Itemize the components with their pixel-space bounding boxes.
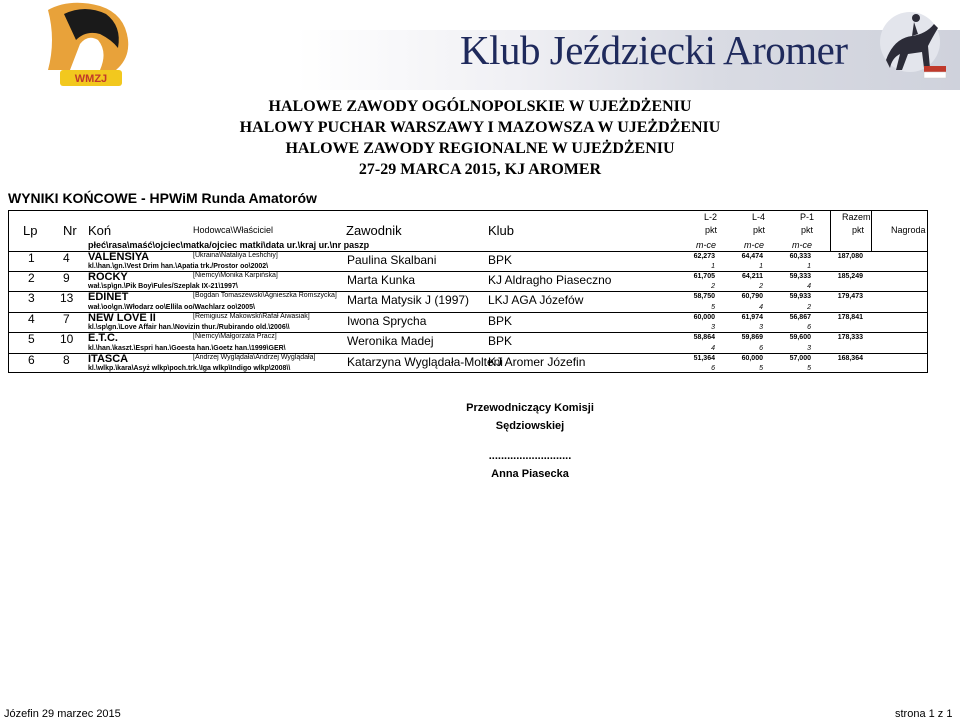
cell-total: 168,364 bbox=[837, 355, 863, 362]
cell-horse-details: wał.\oo\gn.\Włodarz oo\Ellila oo/Wachlarz oo\2005\ bbox=[88, 304, 255, 311]
header-total: Razem bbox=[842, 212, 871, 222]
cell-horse-details: kl.\sp\gn.\Love Affair han.\Novizin thur./Rubirando old.\2006\\ bbox=[88, 324, 290, 331]
cell-breeder-owner: [Ukraina\Nataliya Leshchiy] bbox=[193, 252, 278, 259]
cell-horse: VALENSIYA bbox=[88, 251, 150, 263]
event-title-2: HALOWY PUCHAR WARSZAWY I MAZOWSZA W UJEŻDŻENIU bbox=[239, 119, 721, 136]
dressage-rider-logo bbox=[872, 2, 952, 86]
cell-lp: 4 bbox=[28, 312, 35, 326]
cell-place-l2: 5 bbox=[711, 304, 715, 311]
cell-place-l2: 1 bbox=[711, 263, 715, 270]
cell-nr: 10 bbox=[60, 332, 74, 346]
cell-score-l4: 61,974 bbox=[741, 314, 763, 321]
header-pkt: pkt bbox=[753, 225, 766, 235]
header-nr: Nr bbox=[63, 223, 77, 238]
cell-total: 178,841 bbox=[837, 314, 863, 321]
cell-club: LKJ AGA Józefów bbox=[488, 293, 584, 307]
cell-place-l4: 4 bbox=[759, 304, 763, 311]
cell-place-p1: 1 bbox=[807, 263, 811, 270]
cell-score-p1: 57,000 bbox=[789, 355, 811, 362]
cell-lp: 1 bbox=[28, 251, 35, 265]
cell-nr: 4 bbox=[63, 251, 70, 265]
cell-total: 178,333 bbox=[837, 334, 863, 341]
header-pkt: pkt bbox=[705, 225, 718, 235]
cell-lp: 2 bbox=[28, 271, 35, 285]
cell-place-l4: 3 bbox=[759, 324, 763, 331]
cell-place-l4: 5 bbox=[759, 365, 763, 372]
cell-horse: EDINET bbox=[88, 291, 129, 303]
event-date-title: 27-29 MARCA 2015, KJ AROMER bbox=[358, 161, 602, 178]
cell-place-l2: 6 bbox=[711, 365, 715, 372]
cell-lp: 5 bbox=[28, 332, 35, 346]
header-place: m-ce bbox=[792, 240, 812, 250]
table-divider bbox=[871, 210, 872, 251]
cell-score-p1: 59,333 bbox=[789, 273, 811, 280]
table-divider bbox=[8, 291, 928, 292]
cell-club: BPK bbox=[488, 253, 513, 267]
cell-place-p1: 6 bbox=[807, 324, 811, 331]
cell-breeder-owner: [Bogdan Tomaszewski\Agnieszka Romszycka] bbox=[193, 292, 337, 299]
cell-rider: Marta Kunka bbox=[347, 273, 416, 287]
cell-score-l2: 60,000 bbox=[693, 314, 715, 321]
footer-place-date: Józefin 29 marzec 2015 bbox=[4, 708, 121, 720]
cell-score-l4: 60,790 bbox=[741, 293, 763, 300]
cell-nr: 9 bbox=[63, 271, 70, 285]
header-horse-details: płeć\rasa\maść\ojciec\matka/ojciec matki\data ur.\kraj ur.\nr paszp bbox=[88, 240, 370, 250]
cell-score-p1: 56,867 bbox=[789, 314, 811, 321]
cell-horse: ROCKY bbox=[88, 271, 128, 283]
cell-horse-details: kl.\wlkp.\kara\Asyż wlkp\poch.trk.\Iga wlkp\Indigo wlkp\2008\\ bbox=[88, 365, 291, 372]
cell-score-p1: 60,333 bbox=[789, 253, 811, 260]
header-judge-p1: P-1 bbox=[800, 212, 815, 222]
footer-page-number: strona 1 z 1 bbox=[895, 708, 953, 720]
cell-rider: Paulina Skalbani bbox=[347, 253, 437, 267]
svg-text:WMZJ: WMZJ bbox=[74, 73, 108, 85]
header-rider: Zawodnik bbox=[346, 223, 402, 238]
cell-score-l2: 62,273 bbox=[693, 253, 715, 260]
cell-score-l4: 64,211 bbox=[741, 273, 763, 280]
header-pkt: pkt bbox=[801, 225, 814, 235]
cell-place-p1: 3 bbox=[807, 345, 811, 352]
cell-rider: Katarzyna Wyglądała-Molteni bbox=[347, 355, 503, 369]
header-judge-l4: L-4 bbox=[752, 212, 766, 222]
table-divider bbox=[8, 271, 928, 272]
cell-club: BPK bbox=[488, 334, 513, 348]
cell-score-l4: 59,869 bbox=[741, 334, 763, 341]
cell-score-l2: 61,705 bbox=[693, 273, 715, 280]
cell-club: BPK bbox=[488, 314, 513, 328]
header-breeder-owner: Hodowca\Właściciel bbox=[193, 225, 274, 235]
table-divider bbox=[830, 210, 831, 251]
header-judge-l2: L-2 bbox=[704, 212, 718, 222]
cell-horse: E.T.C. bbox=[88, 332, 118, 344]
cell-nr: 13 bbox=[60, 291, 74, 305]
signature-title-2: Sędziowskiej bbox=[495, 420, 565, 432]
signature-dots: ........................... bbox=[488, 450, 572, 462]
cell-score-l4: 60,000 bbox=[741, 355, 763, 362]
cell-rider: Weronika Madej bbox=[347, 334, 434, 348]
cell-score-l2: 58,864 bbox=[693, 334, 715, 341]
header-club: Klub bbox=[488, 223, 515, 238]
header-place: m-ce bbox=[696, 240, 716, 250]
cell-score-p1: 59,600 bbox=[789, 334, 811, 341]
signature-block bbox=[440, 402, 620, 486]
cell-lp: 6 bbox=[28, 353, 35, 367]
cell-rider: Iwona Sprycha bbox=[347, 314, 427, 328]
cell-place-l2: 2 bbox=[711, 283, 715, 290]
header-place: m-ce bbox=[744, 240, 764, 250]
cell-total: 187,080 bbox=[837, 253, 863, 260]
header-lp: Lp bbox=[23, 223, 38, 238]
cell-place-l2: 3 bbox=[711, 324, 715, 331]
cell-club: KJ Aromer Józefin bbox=[488, 355, 586, 369]
cell-lp: 3 bbox=[28, 291, 35, 305]
cell-nr: 7 bbox=[63, 312, 70, 326]
cell-score-l2: 58,750 bbox=[693, 293, 715, 300]
cell-total: 185,249 bbox=[837, 273, 863, 280]
header-horse: Koń bbox=[88, 223, 112, 238]
signature-title-1: Przewodniczący Komisji bbox=[466, 402, 594, 414]
cell-place-p1: 5 bbox=[807, 365, 811, 372]
cell-place-p1: 2 bbox=[807, 304, 811, 311]
cell-place-l4: 1 bbox=[759, 263, 763, 270]
cell-horse: NEW LOVE II bbox=[88, 312, 156, 324]
header-prize: Nagroda bbox=[891, 225, 926, 235]
table-divider bbox=[8, 332, 928, 333]
cell-horse-details: kl.\han.\gn.\Vest Drim han.\Apatia trk./Prostor oo\2002\ bbox=[88, 263, 269, 270]
cell-breeder-owner: [Andrzej Wyglądała\Andrzej Wyglądała] bbox=[193, 354, 316, 361]
signature-name: Anna Piasecka bbox=[491, 468, 569, 480]
cell-club: KJ Aldragho Piaseczno bbox=[488, 273, 612, 287]
cell-place-l4: 6 bbox=[759, 345, 763, 352]
cell-place-l2: 4 bbox=[711, 345, 715, 352]
cell-score-p1: 59,933 bbox=[789, 293, 811, 300]
cell-nr: 8 bbox=[63, 353, 70, 367]
cell-breeder-owner: [Niemcy\Monika Karpińska] bbox=[193, 272, 278, 279]
results-heading: WYNIKI KOŃCOWE - HPWiM Runda Amatorów bbox=[8, 190, 317, 206]
event-title-3: HALOWE ZAWODY REGIONALNE W UJEŻDŻENIU bbox=[285, 140, 675, 157]
cell-breeder-owner: [Niemcy\Małgorzata Pracz] bbox=[193, 333, 277, 340]
cell-horse-details: wał.\sp\gn.\Pik Boy\Fules/Szeplak IX-21\1997\ bbox=[88, 283, 238, 290]
table-divider bbox=[8, 353, 928, 354]
wmzj-logo bbox=[30, 0, 140, 92]
cell-place-p1: 4 bbox=[807, 283, 811, 290]
cell-score-l2: 51,364 bbox=[693, 355, 715, 362]
cell-total: 179,473 bbox=[837, 293, 863, 300]
event-title-1: HALOWE ZAWODY OGÓLNOPOLSKIE W UJEŻDŻENIU bbox=[268, 98, 692, 115]
cell-place-l4: 2 bbox=[759, 283, 763, 290]
cell-score-l4: 64,474 bbox=[741, 253, 763, 260]
cell-horse-details: kl.\han.\kaszt.\Espri han.\Goesta han.\Goetz han.\1999\GER\ bbox=[88, 345, 286, 352]
cell-breeder-owner: [Remigiusz Makowski\Rafał Aiwasiak] bbox=[193, 313, 310, 320]
club-name: Klub Jeździecki Aromer bbox=[460, 27, 848, 73]
cell-horse: ITASCA bbox=[88, 353, 129, 365]
cell-rider: Marta Matysik J (1997) bbox=[347, 293, 470, 307]
header-pkt: pkt bbox=[852, 225, 865, 235]
